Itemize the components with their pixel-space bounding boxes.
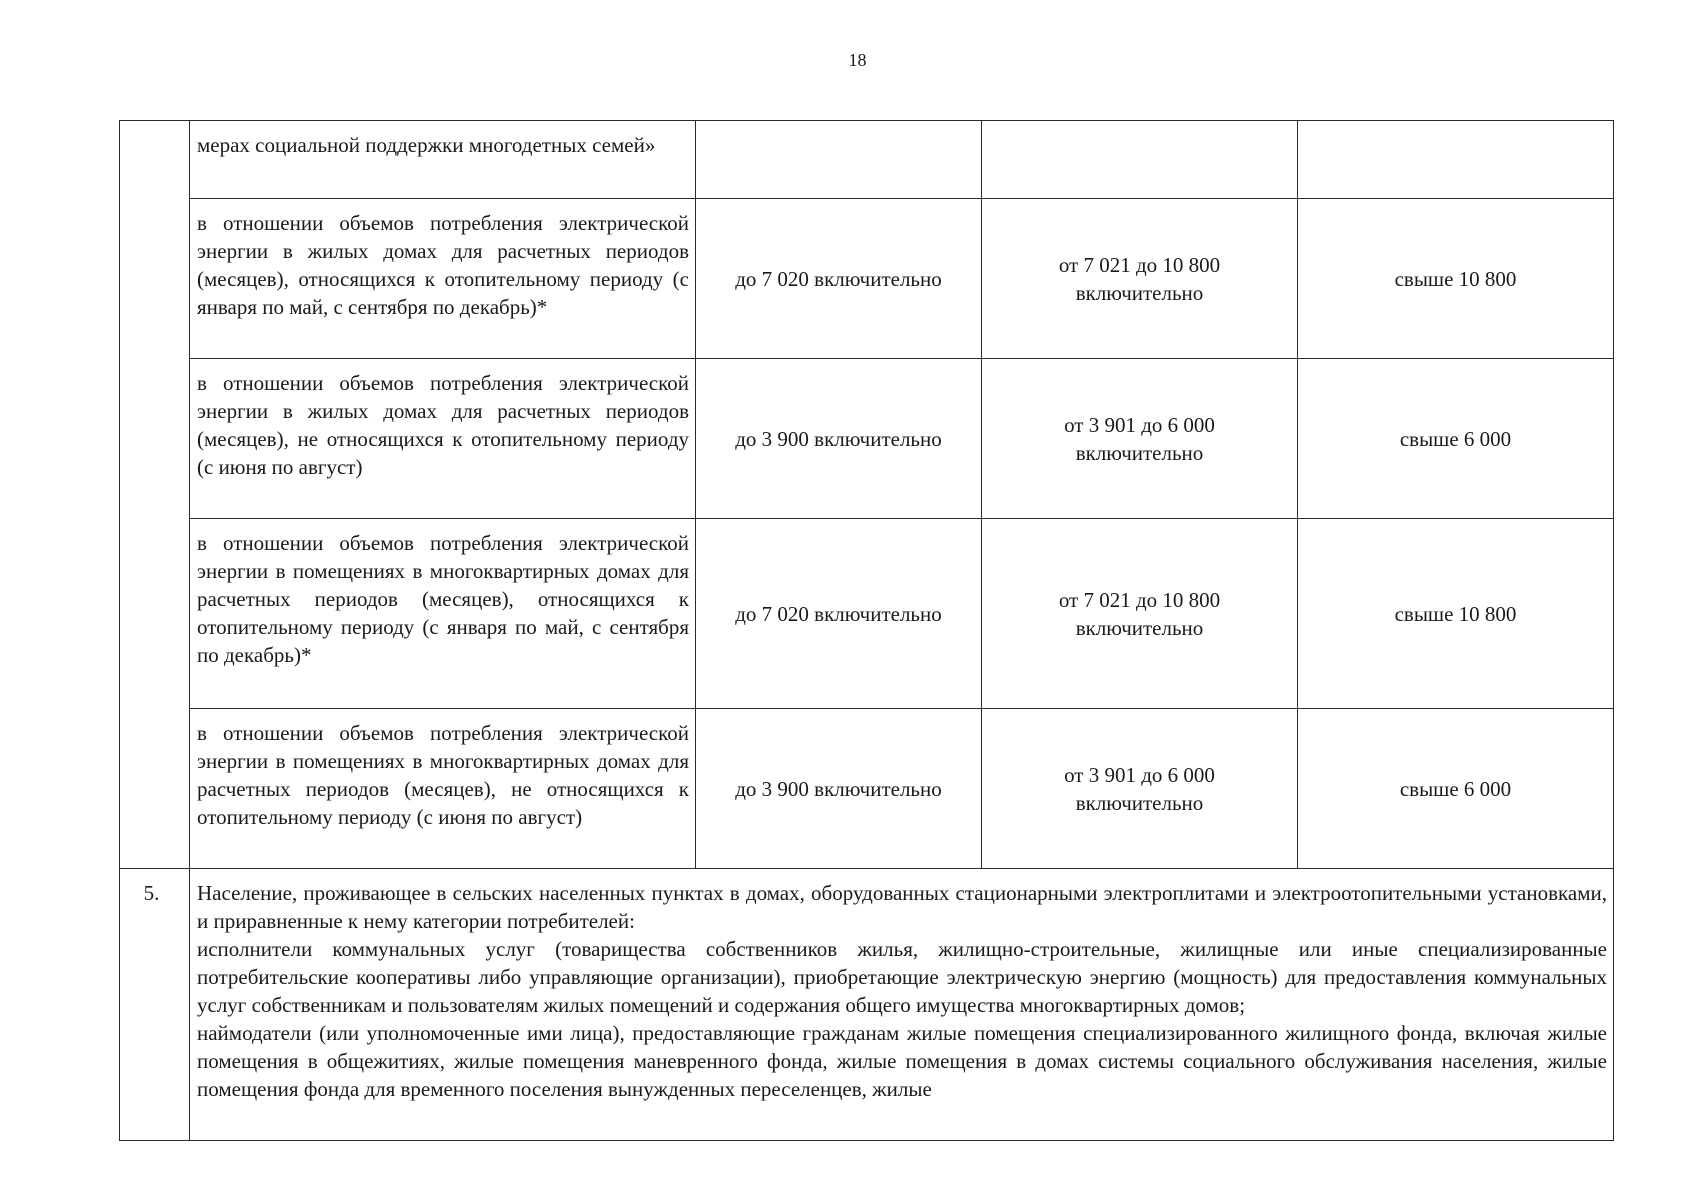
item-description (190, 869, 1614, 1141)
description-cell (190, 359, 696, 519)
description-text: в отношении объемов потребления электрической энергии в помещениях в многоквартирных домах для расчетных периодов (месяцев), относящихся к отопительному периоду (с января по май, с сентября по декабрь)* (197, 531, 689, 667)
value-cell-2 (982, 709, 1298, 869)
range-text: от 3 901 до 6 000 (1064, 412, 1215, 437)
description-cell (190, 199, 696, 359)
value-cell-2 (982, 519, 1298, 709)
table-row (120, 121, 1614, 199)
range-text: от 7 021 до 10 800 (1058, 587, 1221, 612)
description-text: мерах социальной поддержки многодетных семей» (197, 133, 656, 157)
item-number-cell (120, 121, 190, 869)
range-suffix: включительно (1075, 790, 1204, 815)
range-suffix: включительно (1075, 440, 1204, 465)
description-cell (190, 121, 696, 199)
paragraph: исполнители коммунальных услуг (товарищества собственников жилья, жилищно-строительные, жилищные или иные специализированные потребительские кооперативы либо управляющие организации), приобретающие электрическую энергию (мощность) для предоставления коммунальных услуг собственникам и пользователям жилых помещений и содержания общего имущества многоквартирных домов; (197, 937, 1607, 1017)
table-row (120, 869, 1614, 1141)
range-suffix: включительно (1075, 615, 1204, 640)
description-text: в отношении объемов потребления электрической энергии в жилых домах для расчетных периодов (месяцев), не относящихся к отопительному периоду (с июня по август) (197, 371, 689, 479)
range-text: от 3 901 до 6 000 (1064, 762, 1215, 787)
value-cell-2 (982, 121, 1298, 199)
value-cell-3 (1298, 121, 1614, 199)
paragraph: наймодатели (или уполномоченные ими лица), предоставляющие гражданам жилые помещения специализированного жилищного фонда, включая жилые помещения в общежитиях, жилые помещения маневренного фонда, жилые помещения в домах системы социального обслуживания населения, жилые помещения фонда для временного поселения вынужденных переселенцев, жилые (197, 1021, 1607, 1101)
value-cell-3: свыше 10 800 (1298, 519, 1614, 709)
description-text: в отношении объемов потребления электрической энергии в помещениях в многоквартирных домах для расчетных периодов (месяцев), не относящихся к отопительному периоду (с июня по август) (197, 721, 689, 829)
table-row (120, 519, 1614, 709)
item-number: 5. (120, 869, 190, 1141)
range-suffix: включительно (1075, 280, 1204, 305)
table-row (120, 199, 1614, 359)
value-cell-1 (696, 121, 982, 199)
page-number: 18 (848, 50, 867, 70)
table-row (120, 359, 1614, 519)
value-cell-1: до 3 900 включительно (696, 359, 982, 519)
range-text: от 7 021 до 10 800 (1058, 252, 1221, 277)
value-cell-1: до 3 900 включительно (696, 709, 982, 869)
description-cell (190, 709, 696, 869)
value-cell-3: свыше 6 000 (1298, 709, 1614, 869)
description-text: в отношении объемов потребления электрической энергии в жилых домах для расчетных периодов (месяцев), относящихся к отопительному периоду (с января по май, с сентября по декабрь)* (197, 211, 689, 319)
paragraph: Население, проживающее в сельских населенных пунктах в домах, оборудованных стационарными электроплитами и электроотопительными установками, и приравненные к нему категории потребителей: (197, 881, 1607, 933)
description-cell (190, 519, 696, 709)
value-cell-1: до 7 020 включительно (696, 519, 982, 709)
value-cell-3: свыше 6 000 (1298, 359, 1614, 519)
value-cell-3: свыше 10 800 (1298, 199, 1614, 359)
value-cell-2 (982, 359, 1298, 519)
table-row (120, 709, 1614, 869)
tariff-table (119, 120, 1614, 1141)
value-cell-1: до 7 020 включительно (696, 199, 982, 359)
value-cell-2 (982, 199, 1298, 359)
